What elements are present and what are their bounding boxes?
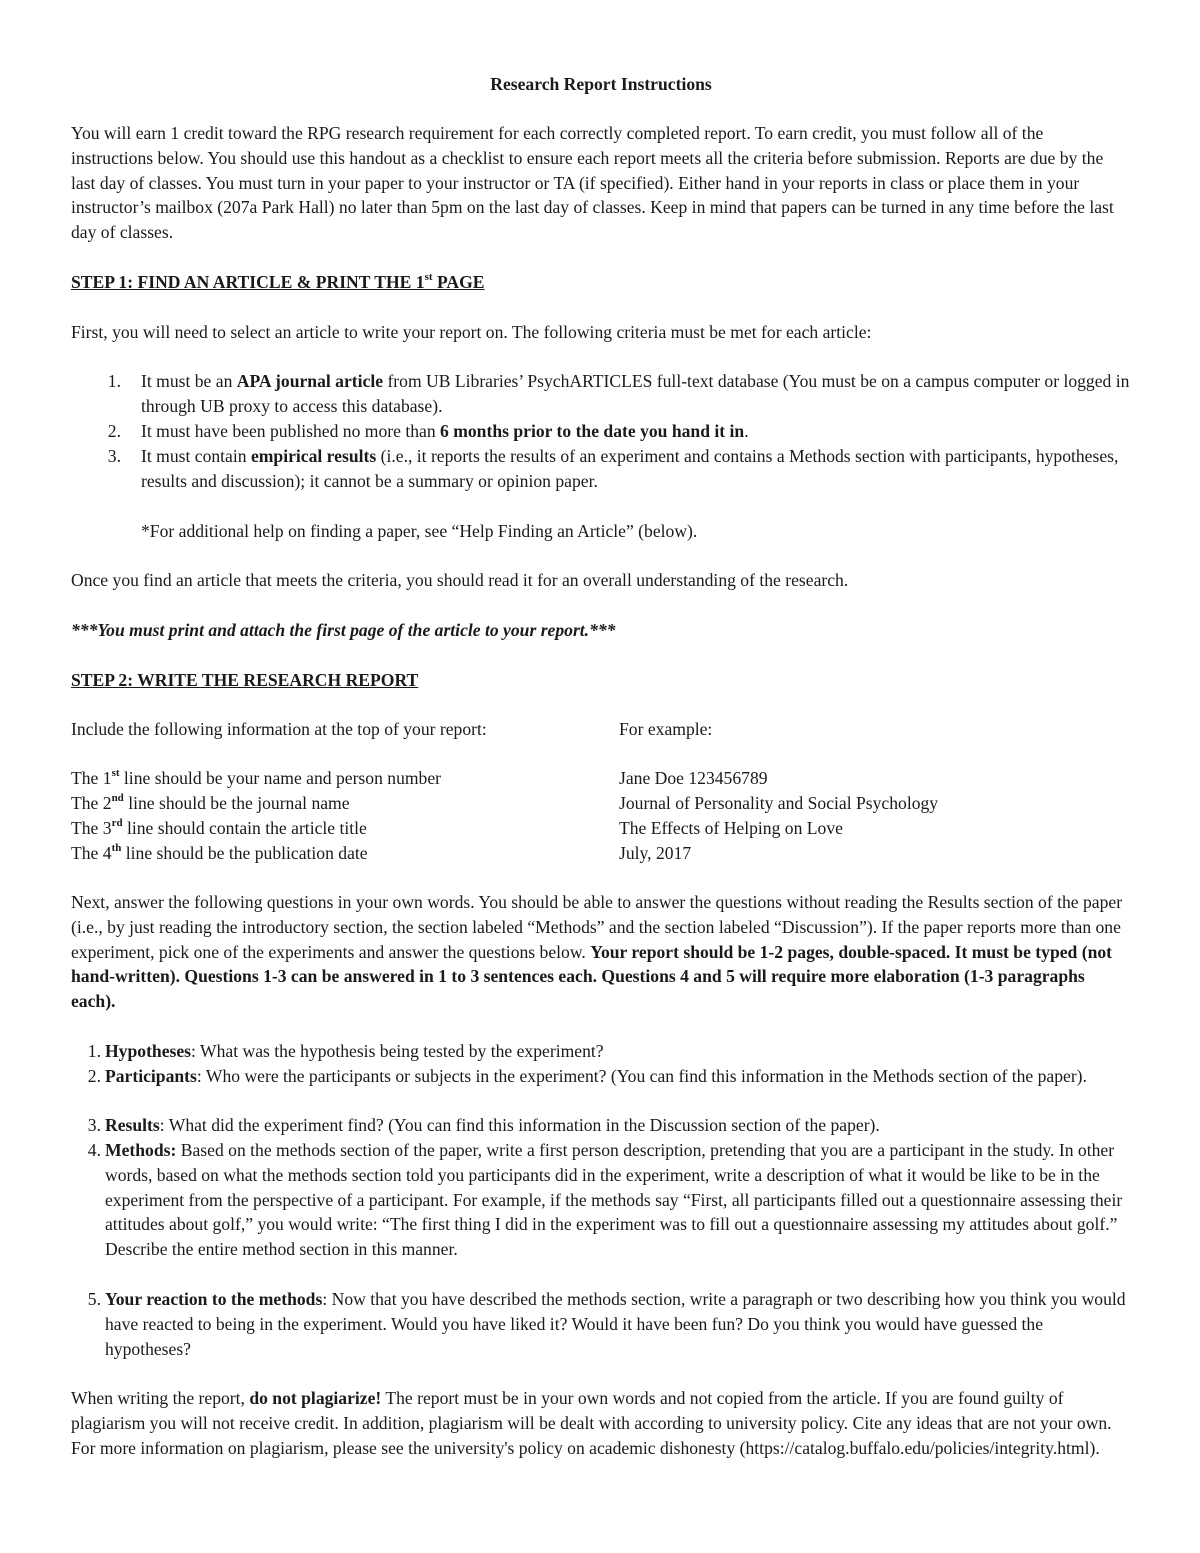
- question-item: 2. Participants: Who were the participants or subjects in the experiment? (You can find this information in the Methods section of the paper).: [87, 1066, 1087, 1086]
- question-item: 5. Your reaction to the methods: Now that you have described the methods section, write a paragraph or two describing how you think you would have reacted to being in the experiment. Would you have liked it? Would it have been fun? Do you think you would have guessed the hypotheses?: [87, 1289, 1126, 1359]
- info-line-row: The 3rd line should contain the article title The Effects of Helping on Love: [71, 816, 1131, 841]
- question-item: 3. Results: What did the experiment find? (You can find this information in the Discussion section of the paper).: [87, 1115, 880, 1135]
- question-item: 4. Methods: Based on the methods section of the paper, write a first person description, pretending that you are a participant in the study. In other words, based on what the methods section told you participants did in the experiment, write a description of what it would be like to be in the experiment from the perspective of a participant. For example, if the methods say “First, all participants filled out a questionnaire assessing their attitudes about golf,” you would write: “The first thing I did in the experiment was to fill out a questionnaire assessing my attitudes about golf.” Describe the entire method section in this manner.: [87, 1140, 1123, 1260]
- info-line-row: The 4th line should be the publication date July, 2017: [71, 841, 1131, 866]
- document-title: Research Report Instructions: [490, 74, 712, 94]
- example-value: July, 2017: [619, 843, 692, 863]
- print-note: ***You must print and attach the first page of the article to your report.***: [71, 620, 616, 640]
- example-value: The Effects of Helping on Love: [619, 818, 843, 838]
- step1-lead: First, you will need to select an article to write your report on. The following criteria must be met for each article:: [71, 322, 872, 342]
- question-item: 1. Hypotheses: What was the hypothesis being tested by the experiment?: [87, 1041, 604, 1061]
- info-line-row: The 1st line should be your name and person number Jane Doe 123456789: [71, 766, 1131, 791]
- next-paragraph: Next, answer the following questions in your own words. You should be able to answer the questions without reading the Results section of the paper (i.e., by just reading the introductory section, the section labeled “Methods” and the section labeled “Discussion”). If the paper reports more than one experiment, pick one of the experiments and answer the questions below. Your report should be 1-2 pages, double-spaced. It must be typed (not hand-written). Questions 1-3 can be answered in 1 to 3 sentences each. Questions 4 and 5 will require more elaboration (1-3 paragraphs each).: [71, 892, 1123, 1012]
- once-paragraph: Once you find an article that meets the criteria, you should read it for an overall understanding of the research.: [71, 570, 849, 590]
- intro-paragraph: You will earn 1 credit toward the RPG research requirement for each correctly completed report. To earn credit, you must follow all of the instructions below. You should use this handout as a checklist to ensure each report meets all the criteria before submission. Reports are due by the last day of classes. You must turn in your paper to your instructor or TA (if specified). Either hand in your reports in class or place them in your instructor’s mailbox (207a Park Hall) no later than 5pm on the last day of classes. Keep in mind that papers can be turned in any time before the last day of classes.: [71, 123, 1114, 243]
- example-label: For example:: [619, 719, 713, 739]
- step2-heading: STEP 2: WRITE THE RESEARCH REPORT: [71, 670, 419, 690]
- include-row: [71, 717, 1131, 742]
- criteria-item: 1. It must be an APA journal article from UB Libraries’ PsychARTICLES full-text database (You must be on a campus computer or logged in through UB proxy to access this database).: [107, 371, 1130, 416]
- example-value: Jane Doe 123456789: [619, 768, 768, 788]
- info-line-row: The 2nd line should be the journal name Journal of Personality and Social Psychology: [71, 791, 1131, 816]
- plagiarism-paragraph: When writing the report, do not plagiarize! The report must be in your own words and not copied from the article. If you are found guilty of plagiarism you will not receive credit. In addition, plagiarism will be dealt with according to university policy. Cite any ideas that are not your own. For more information on plagiarism, please see the university's policy on academic dishonesty (https://catalog.buffalo.edu/policies/integrity.html).: [71, 1388, 1112, 1458]
- step1-heading: STEP 1: FIND AN ARTICLE & PRINT THE 1st PAGE: [71, 271, 485, 292]
- example-value: Journal of Personality and Social Psychology: [619, 793, 939, 813]
- include-label: Include the following information at the top of your report:: [71, 719, 487, 739]
- help-note: *For additional help on finding a paper, see “Help Finding an Article” (below).: [141, 521, 698, 541]
